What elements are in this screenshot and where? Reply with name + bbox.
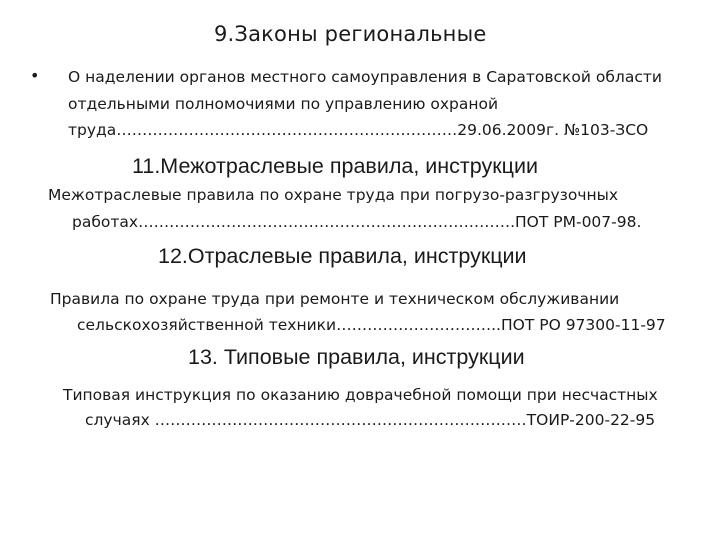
section-9-line-1: О наделении органов местного самоуправления в Саратовской области [68, 68, 662, 86]
section-12-line-2: сельскохозяйственной техники…………………………..ПОТ РО 97300-11-97 [77, 316, 666, 334]
section-11-line-2: работах……………………………………………………………….ПОТ РМ-007-98. [72, 213, 642, 231]
section-13-heading: 13. Типовые правила, инструкции [188, 345, 525, 369]
section-12-line-1: Правила по охране труда при ремонте и техническом обслуживании [50, 290, 620, 308]
section-11-line-1: Межотраслевые правила по охране труда при погрузо-разгрузочных [48, 186, 619, 204]
section-13-line-2: случаях ………………………………………………………………ТОИР-200-22-95 [85, 411, 656, 429]
section-12-heading: 12.Отраслевые правила, инструкции [158, 244, 527, 268]
bullet-marker: • [30, 66, 40, 85]
section-13-line-1: Типовая инструкция по оказанию доврачебной помощи при несчастных [63, 386, 658, 404]
section-9-line-2: отдельными полномочиями по управлению охраной [68, 95, 499, 113]
section-11-heading: 11.Межотраслевые правила, инструкции [132, 154, 538, 178]
section-9-line-3: труда…………………………………………………………29.06.2009г. №103-ЗСО [68, 121, 649, 139]
section-9-heading: 9.Законы региональные [214, 22, 487, 46]
